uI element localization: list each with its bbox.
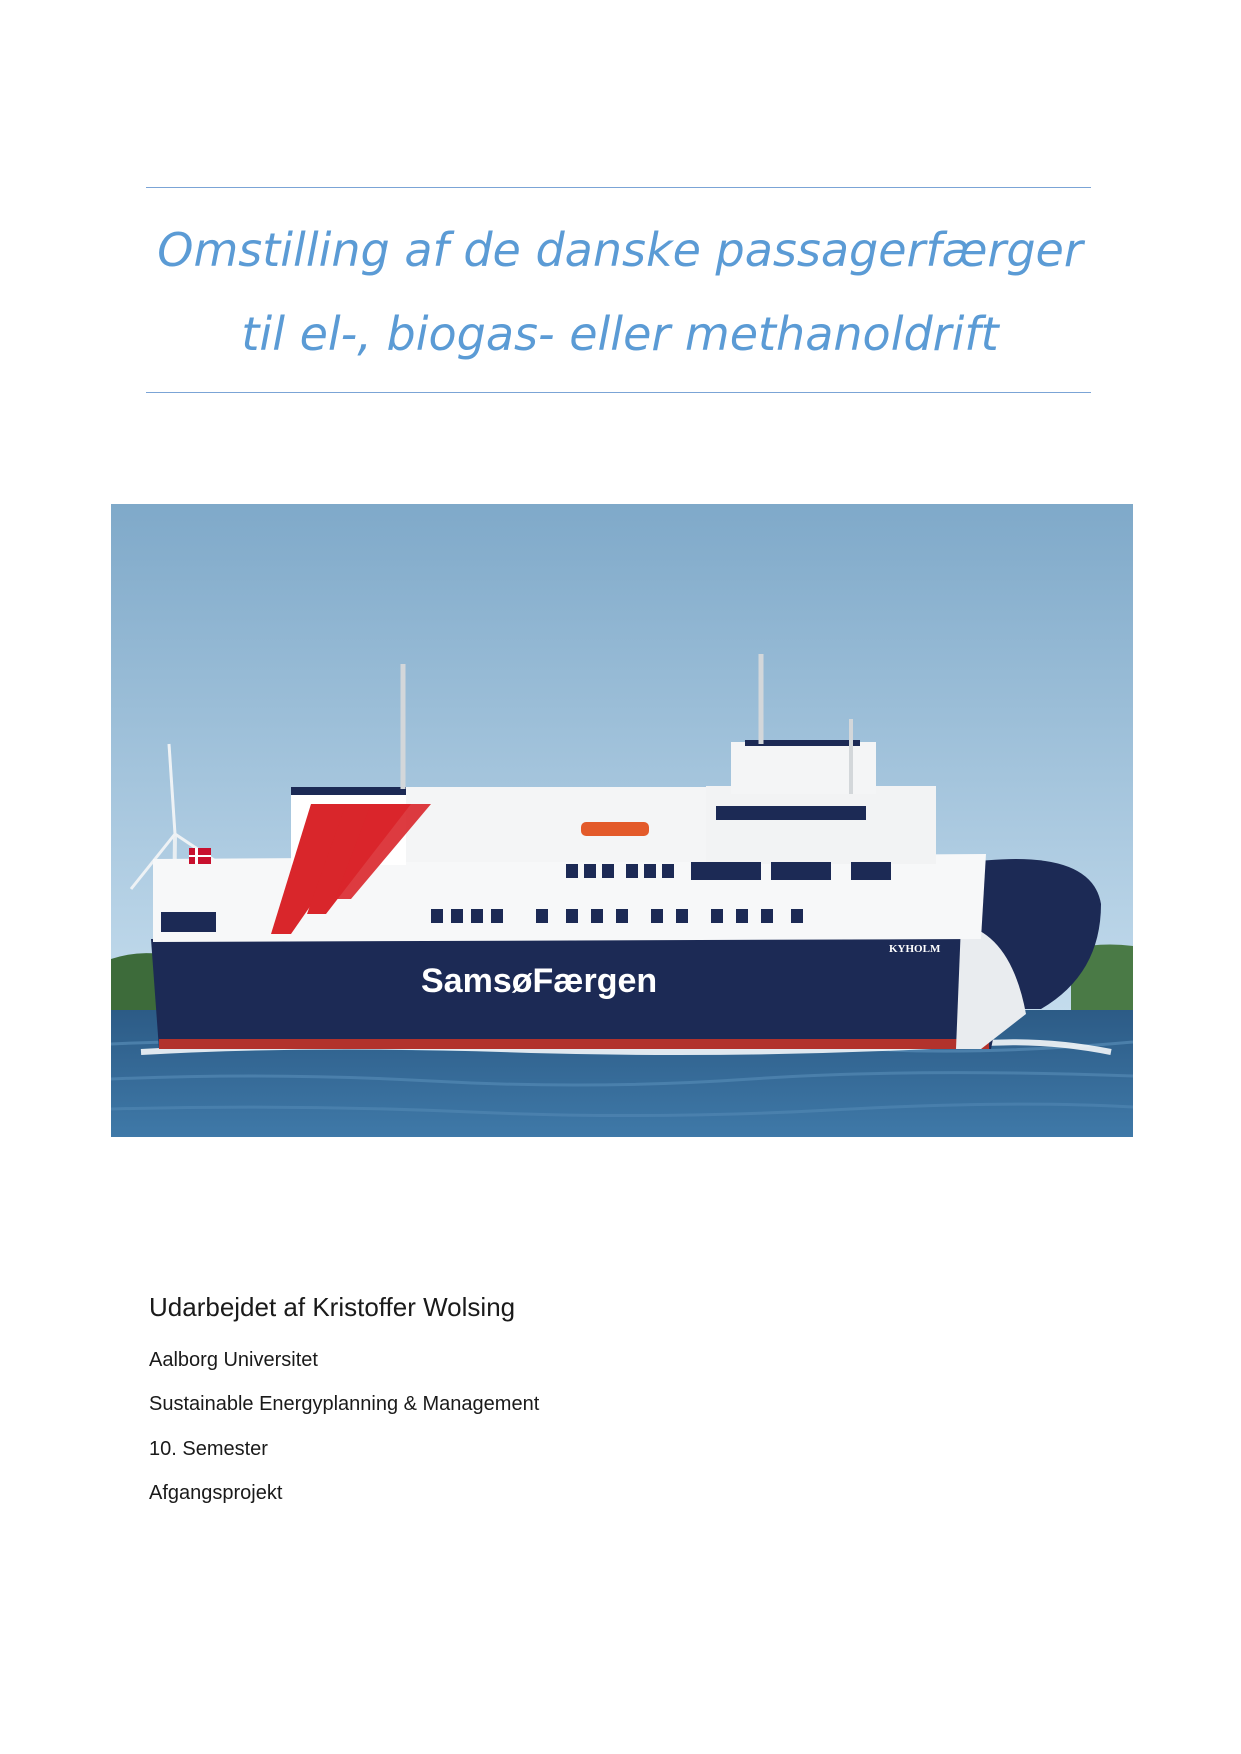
cover-photo-ferry	[111, 504, 1133, 1137]
author-line: Udarbejdet af Kristoffer Wolsing	[149, 1292, 516, 1322]
study-programme: Sustainable Energyplanning & Management	[149, 1393, 540, 1415]
title-rule-top	[146, 187, 1091, 188]
semester: 10. Semester	[149, 1438, 268, 1460]
institution: Aalborg Universitet	[149, 1349, 318, 1371]
project-type: Afgangsprojekt	[149, 1482, 283, 1504]
title-line-1: Omstilling af de danske passagerfærger	[157, 223, 1083, 277]
title-line-2: til el-, biogas- eller methanoldrift	[241, 307, 999, 361]
hull-brand-text: SamsøFærgen	[421, 962, 658, 1000]
title-rule-bottom	[146, 392, 1091, 393]
hull-ship-name: KYHOLM	[889, 943, 941, 955]
document-title	[130, 208, 1110, 376]
